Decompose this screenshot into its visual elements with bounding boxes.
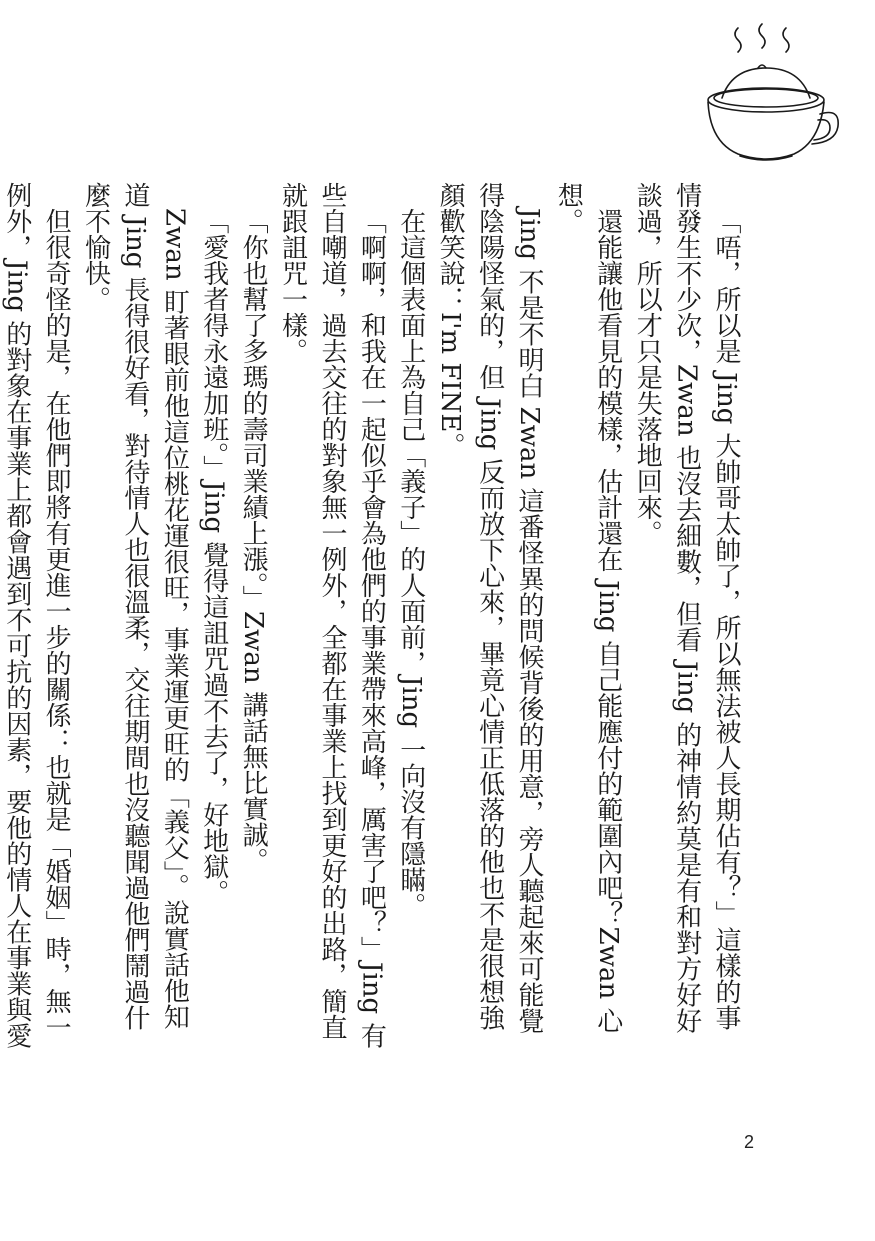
paragraph-2: 還能讓他看見的模樣，估計還在 Jing 自己能應付的範圍內吧？Zwan 心想。 [553,182,623,1034]
paragraph-5: 「啊啊，和我在一起似乎會為他們的事業帶來高峰，厲害了吧？」Jing 有些自嘲道，過去交往的對象無一例外，全都在事業上找到更好的出路，簡直就跟詛咒一樣。 [277,182,387,1049]
paragraph-4: 在這個表面上為自己「義子」的人面前，Jing 一向沒有隱瞞。 [395,208,426,919]
steam-line-2 [759,24,765,48]
paragraph-3: Jing 不是不明白 Zwan 這番怪異的問候背後的用意，旁人聽起來可能覺得陰陽怪氣的，但 Jing 反而放下心來，畢竟心情正低落的他也不是很想強顏歡笑說：I'm FINE。 [435,182,544,1034]
paragraph-1: 「唔，所以是 Jing 大帥哥太帥了，所以無法被人長期佔有？」這樣的事情發生不少次，Zwan 也沒去細數，但看 Jing 的神情約莫是有和對方好好談過，所以才只是失落地回來。 [632,182,741,1034]
paragraph-7: 「愛我者得永遠加班。」Jing 覺得這詛咒過不去了，好地獄。 [198,208,229,906]
steam-line-1 [735,28,741,52]
steam-line-3 [783,28,789,52]
steaming-teacup-icon [700,18,840,168]
page-number: 2 [744,1132,755,1152]
paragraph-8: Zwan 盯著眼前他這位桃花運很旺，事業運更旺的「義父」。說實話他知道 Jing 長得很好看，對待情人也很溫柔，交往期間也沒聽聞過他們鬧過什麼不愉快。 [80,182,190,1031]
paragraph-6: 「你也幫了多瑪的壽司業績上漲。」Zwan 講話無比實誠。 [238,208,269,874]
vertical-text-body [1,182,745,1052]
paragraph-9: 但很奇怪的是，在他們即將有更進一步的關係：也就是「婚姻」時，無一例外，Jing 的對象在事業上都會遇到不可抗的因素，要他的情人在事業與愛 [1,182,72,1049]
